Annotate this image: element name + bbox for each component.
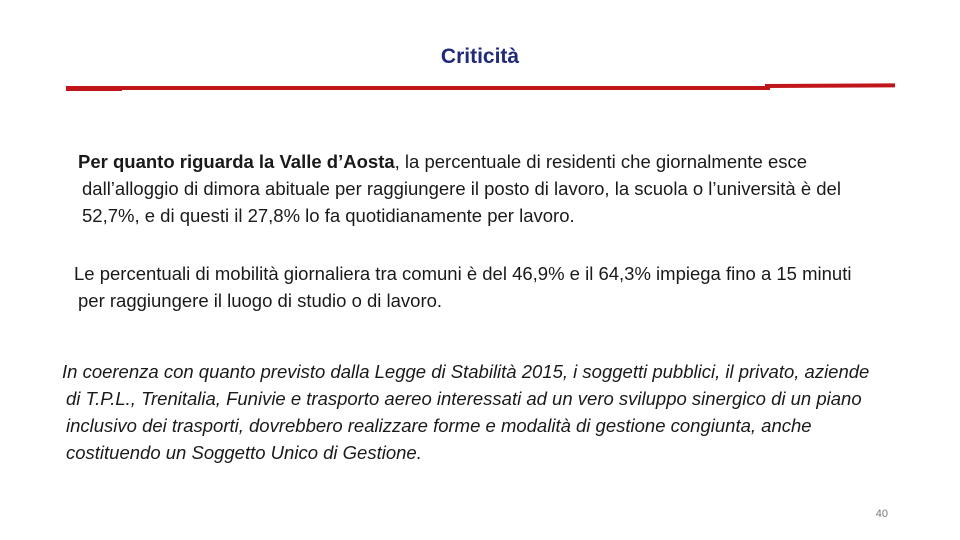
page-number: 40 — [875, 508, 888, 520]
paragraph-mobility: Le percentuali di mobilità giornaliera tra comuni è del 46,9% e il 64,3% impiega fino a 15 minuti per raggiungere il luogo di studio o di lavoro. — [74, 263, 852, 311]
paragraph-lead: Per quanto riguarda la Valle d’Aosta — [78, 151, 395, 172]
title-underline-left-segment — [66, 86, 122, 91]
slide-title: Criticità — [440, 45, 520, 68]
title-underline-right-segment — [765, 83, 895, 88]
paragraph-valle-daosta — [68, 148, 862, 229]
paragraph-coherence: In coerenza con quanto previsto dalla Legge di Stabilità 2015, i soggetti pubblici, il privato, aziende di T.P.L., Trenitalia, Funivie e trasporto aereo interessati ad un vero sviluppo sinergico di un piano inclusivo dei trasporti, dovrebbero realizzare forme e modalità di gestione congiunta, anche costituendo un Soggetto Unico di Gestione. — [62, 361, 870, 463]
title-underline — [122, 86, 770, 90]
paragraph-body: , la percentuale di residenti che giornalmente esce dall’alloggio di dimora abituale per raggiungere il posto di lavoro, la scuola o l’università è del 52,7%, e di questi il 27,8% lo fa quotidianamente per lavoro. — [82, 151, 841, 226]
